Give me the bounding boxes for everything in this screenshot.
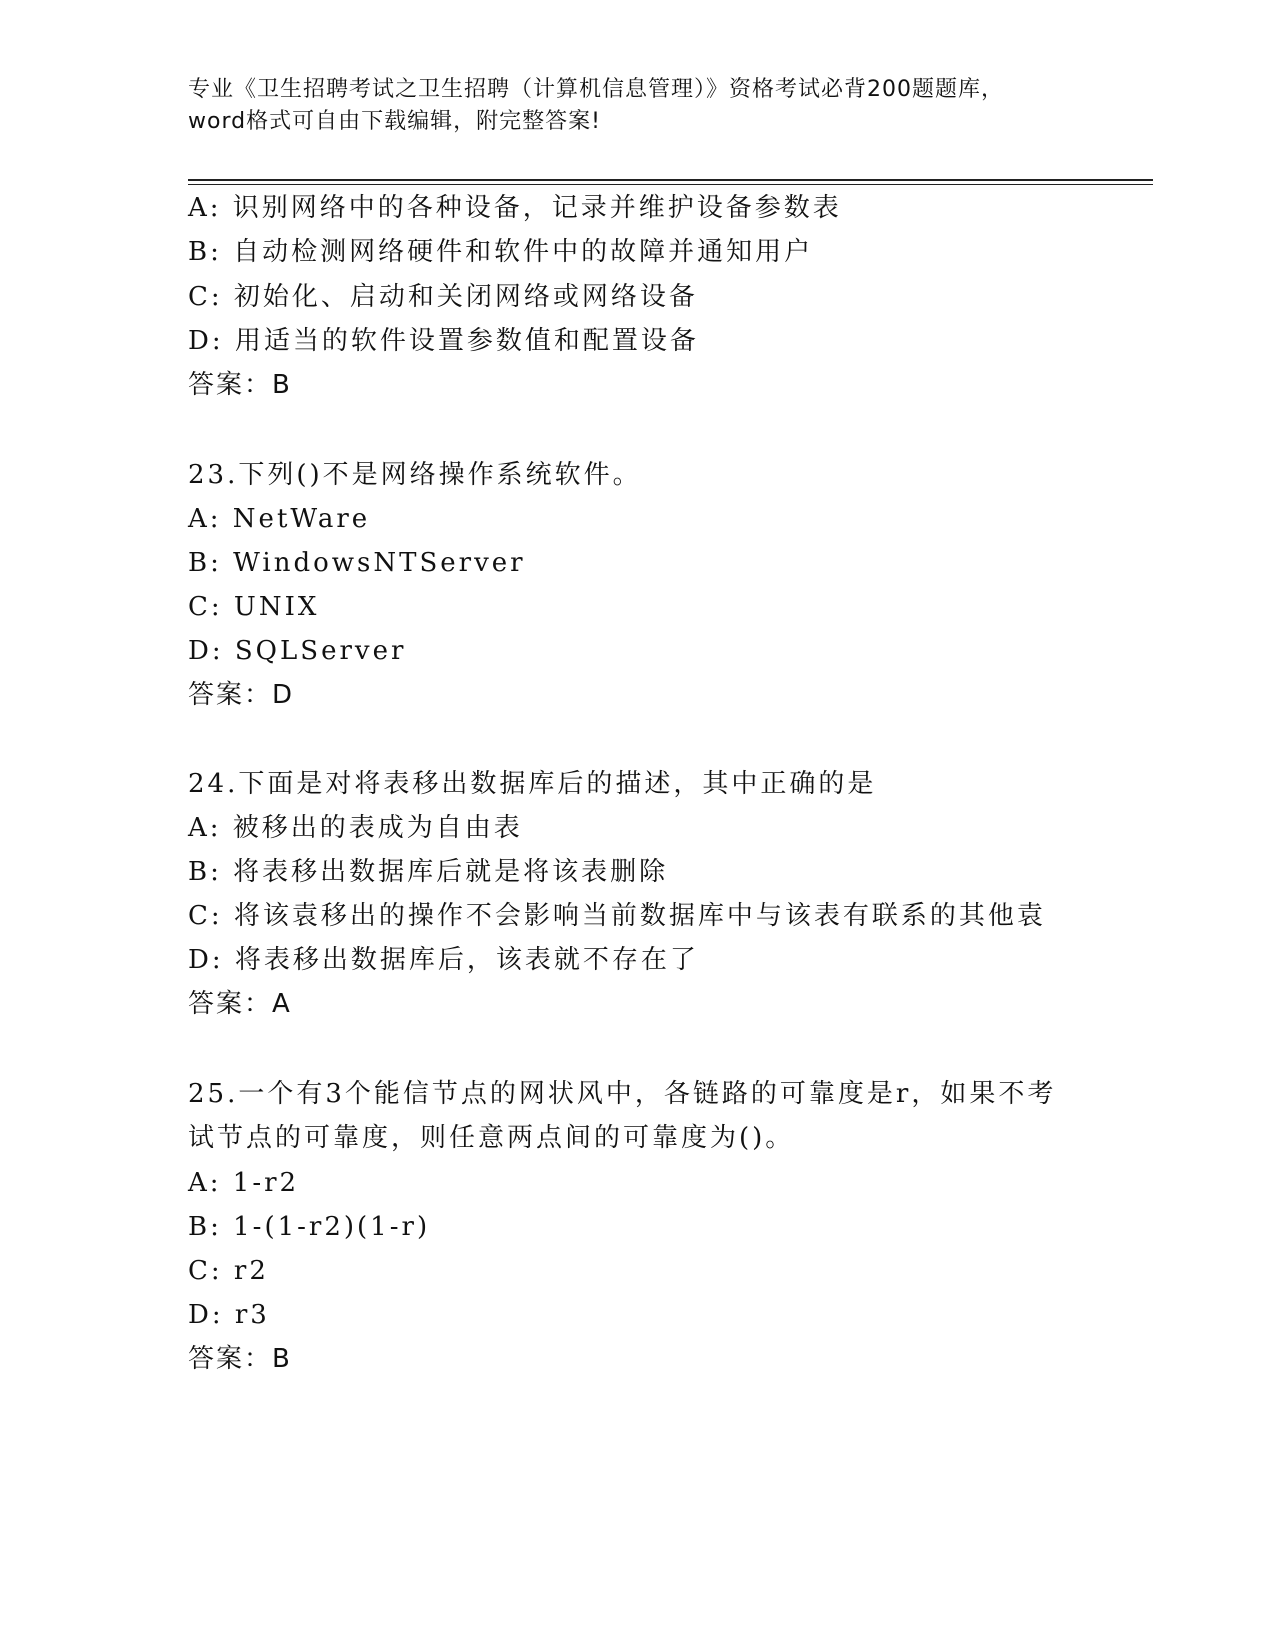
header-divider-thin	[188, 184, 1153, 185]
q25-option-a: A: 1-r2	[188, 1168, 300, 1198]
q23-answer: 答案：D	[188, 680, 295, 710]
q24-answer: 答案：A	[188, 989, 292, 1019]
q25-option-c: C: r2	[188, 1256, 269, 1286]
header-divider	[188, 179, 1153, 181]
q23-option-b: B: WindowsNTServer	[188, 548, 526, 578]
q23-option-d: D: SQLServer	[188, 636, 407, 666]
q25-option-b: B: 1-(1-r2)(1-r)	[188, 1212, 431, 1242]
q25-answer: 答案：B	[188, 1344, 292, 1374]
q22-option-a: A: 识别网络中的各种设备，记录并维护设备参数表	[188, 193, 842, 223]
q24-question: 24.下面是对将表移出数据库后的描述，其中正确的是	[188, 769, 877, 799]
q23-option-c: C: UNIX	[188, 592, 320, 622]
q24-option-a: A: 被移出的表成为自由表	[188, 813, 523, 843]
header-line-1: 专业《卫生招聘考试之卫生招聘（计算机信息管理）》资格考试必背200题题库，	[188, 77, 1004, 102]
q22-option-b: B: 自动检测网络硬件和软件中的故障并通知用户	[188, 237, 814, 267]
document-header	[188, 74, 1088, 138]
q22-answer: 答案：B	[188, 370, 292, 400]
q23-question: 23.下列()不是网络操作系统软件。	[188, 460, 642, 490]
q24-option-d: D: 将表移出数据库后，该表就不存在了	[188, 945, 699, 975]
q22-option-c: C: 初始化、启动和关闭网络或网络设备	[188, 282, 698, 312]
q25-question-line-1: 25.一个有3个能信节点的网状风中，各链路的可靠度是r，如果不考	[188, 1079, 1057, 1109]
q25-question-line-2: 试节点的可靠度，则任意两点间的可靠度为()。	[188, 1123, 795, 1153]
q25-option-d: D: r3	[188, 1300, 270, 1330]
q24-option-b: B: 将表移出数据库后就是将该表删除	[188, 857, 669, 887]
q22-option-d: D: 用适当的软件设置参数值和配置设备	[188, 326, 699, 356]
q24-option-c: C: 将该袁移出的操作不会影响当前数据库中与该表有联系的其他袁	[188, 901, 1046, 931]
header-line-2: word格式可自由下载编辑，附完整答案!	[188, 109, 601, 134]
q23-option-a: A: NetWare	[188, 504, 371, 534]
